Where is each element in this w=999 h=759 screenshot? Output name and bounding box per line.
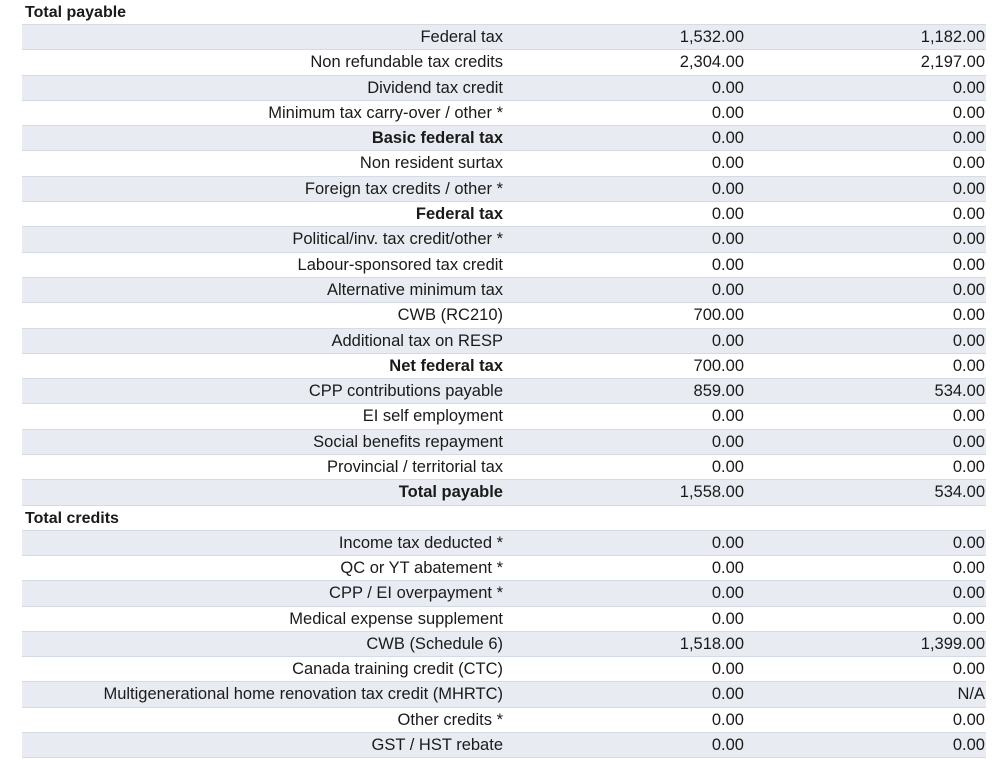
- row-value-column-1: 700.00: [693, 356, 744, 375]
- row-value-column-1: 0.00: [711, 710, 744, 729]
- row-value-column-1: 0.00: [711, 458, 744, 477]
- row-value-column-2: 0.00: [952, 255, 985, 274]
- table-row: [22, 50, 986, 75]
- row-label: Other credits *: [397, 710, 503, 729]
- row-value-column-1: 0.00: [711, 230, 744, 249]
- table-row: [22, 227, 986, 252]
- table-row: [22, 253, 986, 278]
- row-label: Provincial / territorial tax: [326, 458, 503, 477]
- row-value-column-2: 0.00: [952, 609, 985, 628]
- row-value-column-1: 1,532.00: [679, 28, 744, 46]
- row-value-column-2: 0.00: [952, 356, 985, 375]
- row-value-column-2: 0.00: [952, 179, 985, 198]
- table-row: [22, 76, 986, 101]
- row-value-column-1: 0.00: [711, 154, 744, 173]
- table-row: [22, 480, 986, 505]
- row-label: EI self employment: [362, 407, 503, 426]
- row-value-column-2: 0.00: [952, 280, 985, 299]
- row-label: Federal tax: [420, 28, 503, 46]
- row-value-column-2: 1,399.00: [920, 634, 985, 653]
- row-label: Non refundable tax credits: [310, 53, 503, 72]
- row-value-column-2: 0.00: [952, 432, 985, 451]
- table-row: [22, 556, 986, 581]
- row-label: Labour-sponsored tax credit: [297, 255, 503, 274]
- row-value-column-2: 0.00: [952, 103, 985, 122]
- table-row: [22, 202, 986, 227]
- table-row: [22, 354, 986, 379]
- row-value-column-1: 0.00: [711, 584, 744, 603]
- table-row: [22, 177, 986, 202]
- table-row: [22, 151, 986, 176]
- row-label: Income tax deducted *: [338, 533, 503, 552]
- row-label: Minimum tax carry-over / other *: [268, 103, 503, 122]
- row-value-column-1: 0.00: [711, 736, 744, 755]
- row-value-column-2: 0.00: [952, 736, 985, 755]
- row-value-column-1: 0.00: [711, 103, 744, 122]
- section-header-total-credits: Total credits: [22, 506, 986, 531]
- table-row: [22, 531, 986, 556]
- row-label: Alternative minimum tax: [326, 280, 503, 299]
- row-value-column-1: 0.00: [711, 205, 744, 224]
- row-value-column-2: 0.00: [952, 407, 985, 426]
- row-value-column-1: 700.00: [693, 306, 744, 325]
- row-value-column-1: 0.00: [711, 78, 744, 97]
- table-row: [22, 404, 986, 429]
- table-row: [22, 25, 986, 50]
- row-value-column-2: N/A: [957, 685, 985, 704]
- table-row: [22, 581, 986, 606]
- row-label: Foreign tax credits / other *: [304, 179, 503, 198]
- row-value-column-2: 0.00: [952, 710, 985, 729]
- row-value-column-1: 0.00: [711, 331, 744, 350]
- row-value-column-2: 2,197.00: [920, 53, 985, 72]
- row-value-column-1: 0.00: [711, 609, 744, 628]
- table-row: [22, 303, 986, 328]
- row-value-column-1: 0.00: [711, 432, 744, 451]
- row-value-column-2: 0.00: [952, 129, 985, 148]
- row-value-column-2: 1,182.00: [920, 28, 985, 46]
- table-row: [22, 657, 986, 682]
- row-label: Federal tax: [415, 205, 503, 224]
- row-value-column-2: 534.00: [934, 483, 985, 502]
- row-value-column-1: 0.00: [711, 558, 744, 577]
- row-value-column-1: 0.00: [711, 280, 744, 299]
- row-label: CWB (Schedule 6): [366, 634, 503, 653]
- row-value-column-1: 0.00: [711, 255, 744, 274]
- row-value-column-1: 0.00: [711, 129, 744, 148]
- row-label: CPP contributions payable: [308, 382, 503, 401]
- table-row: [22, 733, 986, 758]
- table-row: [22, 682, 986, 707]
- row-value-column-1: 0.00: [711, 407, 744, 426]
- row-label: Total payable: [398, 483, 503, 502]
- table-row: [22, 632, 986, 657]
- tax-summary-table: [22, 0, 986, 758]
- row-value-column-2: 0.00: [952, 558, 985, 577]
- row-label: Social benefits repayment: [313, 432, 503, 451]
- row-value-column-2: 0.00: [952, 458, 985, 477]
- row-value-column-2: 0.00: [952, 660, 985, 679]
- row-value-column-2: 0.00: [952, 584, 985, 603]
- section-header-total-payable: Total payable: [22, 0, 986, 25]
- row-label: Political/inv. tax credit/other *: [292, 230, 503, 249]
- row-label: Additional tax on RESP: [331, 331, 503, 350]
- row-value-column-2: 0.00: [952, 533, 985, 552]
- row-value-column-2: 0.00: [952, 78, 985, 97]
- row-label: Canada training credit (CTC): [292, 660, 503, 679]
- row-value-column-2: 534.00: [934, 382, 985, 401]
- row-label: Net federal tax: [389, 356, 503, 375]
- row-value-column-1: 1,558.00: [679, 483, 744, 502]
- row-label: Basic federal tax: [371, 129, 503, 148]
- row-value-column-1: 0.00: [711, 685, 744, 704]
- table-row: [22, 278, 986, 303]
- table-row: [22, 455, 986, 480]
- table-row: [22, 430, 986, 455]
- row-label: CWB (RC210): [397, 306, 503, 325]
- row-value-column-2: 0.00: [952, 205, 985, 224]
- row-label: Multigenerational home renovation tax credit (MHRTC): [103, 685, 503, 704]
- row-label: Dividend tax credit: [367, 78, 503, 97]
- row-label: Non resident surtax: [359, 154, 503, 173]
- row-value-column-1: 0.00: [711, 179, 744, 198]
- row-label: GST / HST rebate: [371, 736, 503, 755]
- row-label: CPP / EI overpayment *: [329, 584, 503, 603]
- row-value-column-2: 0.00: [952, 331, 985, 350]
- row-value-column-1: 1,518.00: [679, 634, 744, 653]
- table-row: [22, 708, 986, 733]
- table-row: [22, 101, 986, 126]
- table-row: [22, 379, 986, 404]
- row-label: QC or YT abatement *: [340, 558, 503, 577]
- row-value-column-2: 0.00: [952, 306, 985, 325]
- row-value-column-2: 0.00: [952, 154, 985, 173]
- row-value-column-1: 859.00: [693, 382, 744, 401]
- table-row: [22, 126, 986, 151]
- table-row: [22, 329, 986, 354]
- table-row: [22, 607, 986, 632]
- row-value-column-2: 0.00: [952, 230, 985, 249]
- row-value-column-1: 0.00: [711, 533, 744, 552]
- row-value-column-1: 2,304.00: [679, 53, 744, 72]
- row-label: Medical expense supplement: [289, 609, 503, 628]
- row-value-column-1: 0.00: [711, 660, 744, 679]
